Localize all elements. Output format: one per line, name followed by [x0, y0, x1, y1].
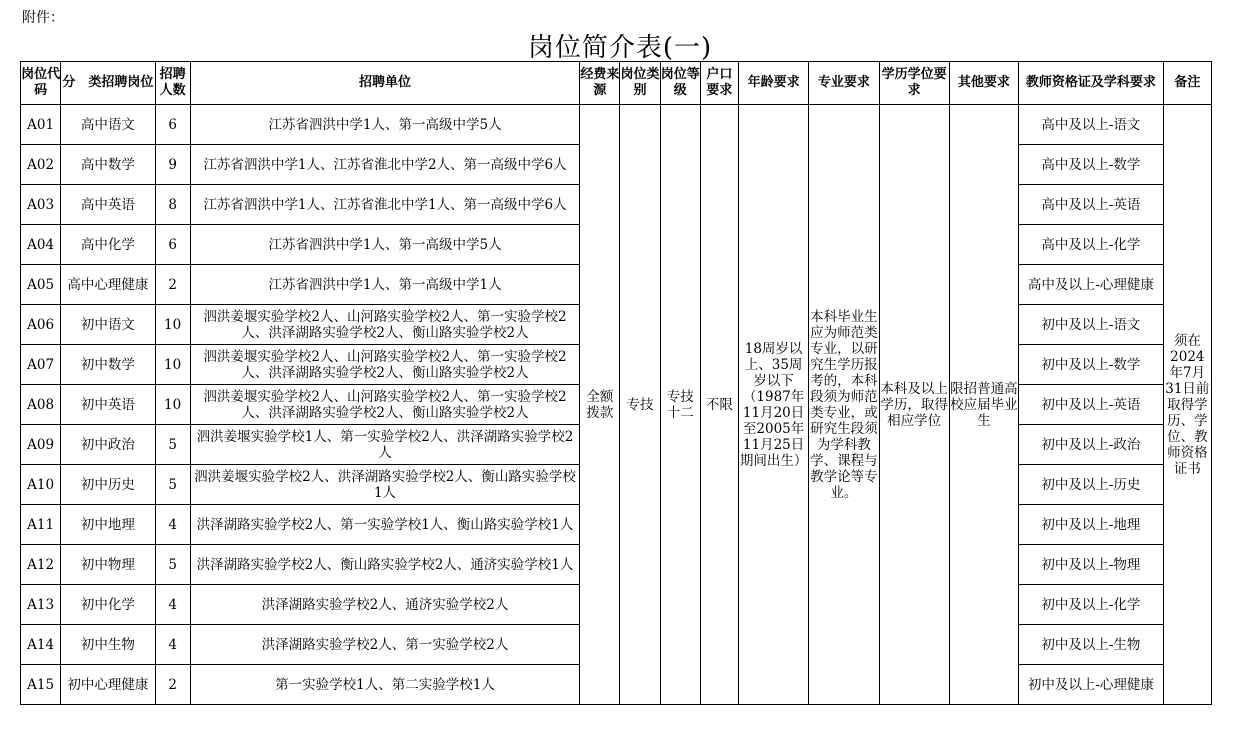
header-category: 分 类招聘岗位: [61, 62, 155, 105]
header-age: 年龄要求: [738, 62, 808, 105]
cell-degree: 本科及以上学历，取得相应学位: [879, 105, 949, 705]
header-post-type: 岗位类别: [620, 62, 660, 105]
cell-count: 4: [155, 585, 190, 625]
cell-hukou: 不限: [700, 105, 738, 705]
cell-unit: 泗洪姜堰实验学校2人、山河路实验学校2人、第一实验学校2人、洪泽湖路实验学校2人、衡山路实验学校2人: [190, 345, 580, 385]
header-other: 其他要求: [949, 62, 1018, 105]
cell-code: A15: [21, 665, 61, 705]
cell-count: 5: [155, 425, 190, 465]
cell-code: A06: [21, 305, 61, 345]
cell-count: 2: [155, 665, 190, 705]
cell-post: 初中物理: [61, 545, 155, 585]
cell-post: 初中政治: [61, 425, 155, 465]
cell-post: 初中生物: [61, 625, 155, 665]
cell-code: A11: [21, 505, 61, 545]
cell-unit: 江苏省泗洪中学1人、江苏省淮北中学2人、第一高级中学6人: [190, 145, 580, 185]
cell-cert: 初中及以上-物理: [1019, 545, 1164, 585]
cell-cert: 高中及以上-化学: [1019, 225, 1164, 265]
cell-count: 10: [155, 385, 190, 425]
cell-post-level: 专技十二: [660, 105, 700, 705]
header-remark: 备注: [1163, 62, 1211, 105]
cell-post: 高中语文: [61, 105, 155, 145]
cell-unit: 第一实验学校1人、第二实验学校1人: [190, 665, 580, 705]
header-code: 岗位代码: [21, 62, 61, 105]
cell-unit: 江苏省泗洪中学1人、江苏省淮北中学1人、第一高级中学6人: [190, 185, 580, 225]
cell-post: 初中心理健康: [61, 665, 155, 705]
cell-code: A13: [21, 585, 61, 625]
cell-code: A07: [21, 345, 61, 385]
cell-unit: 洪泽湖路实验学校2人、衡山路实验学校2人、通济实验学校1人: [190, 545, 580, 585]
cell-age: 18周岁以上、35周岁以下（1987年11月20日至2005年11月25日期间出生）: [738, 105, 808, 705]
cell-unit: 泗洪姜堰实验学校2人、洪泽湖路实验学校2人、衡山路实验学校1人: [190, 465, 580, 505]
cell-count: 2: [155, 265, 190, 305]
cell-count: 8: [155, 185, 190, 225]
cell-post: 初中数学: [61, 345, 155, 385]
cell-unit: 江苏省泗洪中学1人、第一高级中学5人: [190, 105, 580, 145]
cell-unit: 洪泽湖路实验学校2人、第一实验学校2人: [190, 625, 580, 665]
cell-unit: 泗洪姜堰实验学校2人、山河路实验学校2人、第一实验学校2人、洪泽湖路实验学校2人、衡山路实验学校2人: [190, 385, 580, 425]
cell-code: A02: [21, 145, 61, 185]
cell-funding: 全额拨款: [580, 105, 620, 705]
page-title: 岗位简介表(一): [527, 33, 713, 63]
cell-count: 4: [155, 625, 190, 665]
cell-code: A01: [21, 105, 61, 145]
cell-code: A14: [21, 625, 61, 665]
cell-unit: 泗洪姜堰实验学校2人、山河路实验学校2人、第一实验学校2人、洪泽湖路实验学校2人、衡山路实验学校2人: [190, 305, 580, 345]
cell-count: 10: [155, 345, 190, 385]
cell-cert: 初中及以上-生物: [1019, 625, 1164, 665]
cell-post: 初中化学: [61, 585, 155, 625]
cell-cert: 高中及以上-英语: [1019, 185, 1164, 225]
cell-post: 初中历史: [61, 465, 155, 505]
cell-count: 4: [155, 505, 190, 545]
cell-cert: 高中及以上-语文: [1019, 105, 1164, 145]
cell-code: A05: [21, 265, 61, 305]
cell-post: 高中英语: [61, 185, 155, 225]
cell-count: 9: [155, 145, 190, 185]
cell-count: 6: [155, 105, 190, 145]
cell-post: 高中数学: [61, 145, 155, 185]
cell-code: A09: [21, 425, 61, 465]
header-funding: 经费来源: [580, 62, 620, 105]
cell-remark: 须在2024年7月31日前取得学历、学位、教师资格证书: [1163, 105, 1211, 705]
cell-post: 初中语文: [61, 305, 155, 345]
cell-cert: 初中及以上-历史: [1019, 465, 1164, 505]
cell-cert: 初中及以上-语文: [1019, 305, 1164, 345]
cell-post: 初中地理: [61, 505, 155, 545]
cell-cert: 初中及以上-英语: [1019, 385, 1164, 425]
cell-count: 10: [155, 305, 190, 345]
cell-code: A03: [21, 185, 61, 225]
cell-code: A08: [21, 385, 61, 425]
cell-count: 6: [155, 225, 190, 265]
cell-cert: 初中及以上-政治: [1019, 425, 1164, 465]
cell-cert: 初中及以上-心理健康: [1019, 665, 1164, 705]
cell-cert: 高中及以上-心理健康: [1019, 265, 1164, 305]
header-hukou: 户口要求: [700, 62, 738, 105]
header-degree: 学历学位要求: [879, 62, 949, 105]
header-unit: 招聘单位: [190, 62, 580, 105]
header-major: 专业要求: [809, 62, 879, 105]
cell-cert: 高中及以上-数学: [1019, 145, 1164, 185]
cell-other: 限招普通高校应届毕业生: [949, 105, 1018, 705]
job-table: [20, 61, 1212, 705]
cell-cert: 初中及以上-数学: [1019, 345, 1164, 385]
cell-post: 高中心理健康: [61, 265, 155, 305]
cell-cert: 初中及以上-地理: [1019, 505, 1164, 545]
table-row: [21, 105, 1212, 145]
cell-post: 高中化学: [61, 225, 155, 265]
cell-count: 5: [155, 465, 190, 505]
cell-major: 本科毕业生应为师范类专业，以研究生学历报考的，本科段须为师范类专业，或研究生段须为学科教学、课程与教学论等专业。: [809, 105, 879, 705]
cell-code: A04: [21, 225, 61, 265]
cell-post-type: 专技: [620, 105, 660, 705]
cell-unit: 洪泽湖路实验学校2人、通济实验学校2人: [190, 585, 580, 625]
cell-code: A10: [21, 465, 61, 505]
cell-unit: 洪泽湖路实验学校2人、第一实验学校1人、衡山路实验学校1人: [190, 505, 580, 545]
header-cert: 教师资格证及学科要求: [1019, 62, 1164, 105]
header-post-level: 岗位等级: [660, 62, 700, 105]
attachment-label: 附件：: [22, 10, 64, 26]
cell-code: A12: [21, 545, 61, 585]
cell-unit: 江苏省泗洪中学1人、第一高级中学5人: [190, 225, 580, 265]
cell-unit: 江苏省泗洪中学1人、第一高级中学1人: [190, 265, 580, 305]
cell-count: 5: [155, 545, 190, 585]
cell-post: 初中英语: [61, 385, 155, 425]
cell-cert: 初中及以上-化学: [1019, 585, 1164, 625]
header-count: 招聘人数: [155, 62, 190, 105]
cell-unit: 泗洪姜堰实验学校1人、第一实验学校2人、洪泽湖路实验学校2人: [190, 425, 580, 465]
